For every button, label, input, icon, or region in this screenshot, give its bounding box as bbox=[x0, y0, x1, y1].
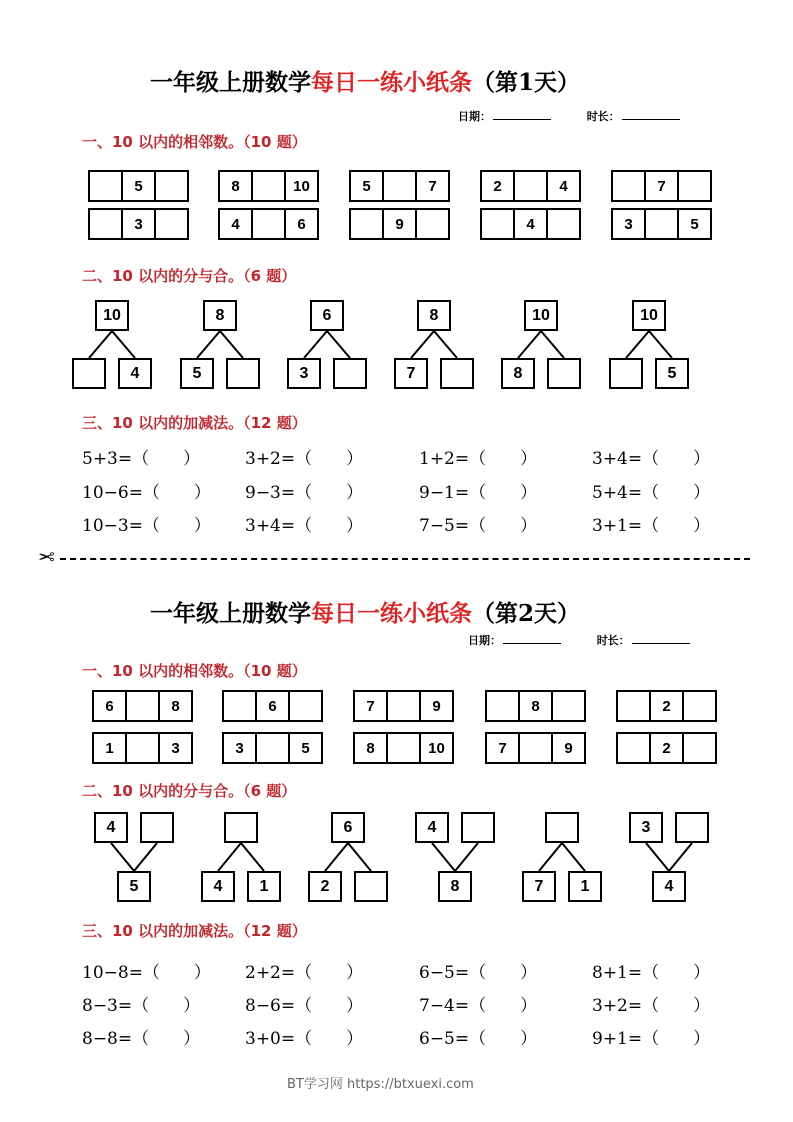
number-box: 4 bbox=[415, 812, 449, 843]
given-number-cell: 4 bbox=[559, 177, 568, 195]
number-box: 3 bbox=[629, 812, 663, 843]
equation-item[interactable]: 3+4=（ ） bbox=[592, 449, 711, 469]
given-number-cell: 4 bbox=[220, 210, 253, 238]
given-number-cell: 6 bbox=[297, 215, 306, 233]
number-box: 1 bbox=[568, 871, 602, 902]
number-box: 4 bbox=[94, 812, 128, 843]
day2-decompose-heading: 二、10 以内的分与合。（6 题） bbox=[82, 782, 297, 800]
given-number-cell: 9 bbox=[564, 739, 573, 757]
given-number-cell: 5 bbox=[351, 172, 384, 200]
day1-decompose-heading: 二、10 以内的分与合。（6 题） bbox=[82, 267, 297, 285]
given-number-cell: 2 bbox=[651, 734, 684, 762]
answer-box[interactable] bbox=[224, 812, 258, 843]
given-number-cell: 10 bbox=[293, 177, 310, 195]
given-number-cell: 7 bbox=[646, 172, 679, 200]
day2-duration-label: 时长： bbox=[596, 634, 630, 647]
number-box: 5 bbox=[117, 871, 151, 902]
given-number-cell: 2 bbox=[482, 172, 515, 200]
day1-neighbors-heading: 一、10 以内的相邻数。（10 题） bbox=[82, 133, 307, 151]
equation-item[interactable]: 3+1=（ ） bbox=[592, 516, 711, 536]
day2-title-red: 每日一练小纸条 bbox=[311, 600, 472, 627]
given-number-cell: 7 bbox=[355, 692, 388, 720]
number-box: 1 bbox=[247, 871, 281, 902]
equation-item[interactable]: 10−6=（ ） bbox=[82, 483, 211, 503]
equation-item[interactable]: 3+2=（ ） bbox=[245, 449, 364, 469]
equation-item[interactable]: 8−8=（ ） bbox=[82, 1029, 201, 1049]
day1-title-black: 一年级上册数学 bbox=[150, 69, 311, 96]
given-number-cell: 6 bbox=[94, 692, 127, 720]
number-box: 6 bbox=[331, 812, 365, 843]
number-box: 6 bbox=[310, 300, 344, 331]
equation-item[interactable]: 8−6=（ ） bbox=[245, 996, 364, 1016]
equation-item[interactable]: 9−3=（ ） bbox=[245, 483, 364, 503]
footer-watermark: BT学习网 https://btxuexi.com bbox=[287, 1077, 474, 1092]
given-number-cell: 9 bbox=[432, 697, 441, 715]
equation-item[interactable]: 9−1=（ ） bbox=[419, 483, 538, 503]
answer-box[interactable] bbox=[461, 812, 495, 843]
equation-item[interactable]: 7−4=（ ） bbox=[419, 996, 538, 1016]
answer-box[interactable] bbox=[354, 871, 388, 902]
equation-item[interactable]: 6−5=（ ） bbox=[419, 1029, 538, 1049]
day2-title-black: 一年级上册数学 bbox=[150, 600, 311, 627]
number-box: 8 bbox=[203, 300, 237, 331]
number-box: 10 bbox=[524, 300, 558, 331]
equation-item[interactable]: 3+2=（ ） bbox=[592, 996, 711, 1016]
number-box: 3 bbox=[287, 358, 321, 389]
given-number-cell: 2 bbox=[651, 692, 684, 720]
equation-item[interactable]: 7−5=（ ） bbox=[419, 516, 538, 536]
given-number-cell: 8 bbox=[171, 697, 180, 715]
equation-item[interactable]: 5+4=（ ） bbox=[592, 483, 711, 503]
number-box: 4 bbox=[201, 871, 235, 902]
given-number-cell: 8 bbox=[520, 692, 553, 720]
number-box: 10 bbox=[632, 300, 666, 331]
day1-arithmetic-heading: 三、10 以内的加减法。（12 题） bbox=[82, 414, 307, 432]
given-number-cell: 7 bbox=[428, 177, 437, 195]
equation-item[interactable]: 1+2=（ ） bbox=[419, 449, 538, 469]
given-number-cell: 7 bbox=[487, 734, 520, 762]
equation-item[interactable]: 10−8=（ ） bbox=[82, 963, 211, 983]
given-number-cell: 1 bbox=[94, 734, 127, 762]
day2-date-label: 日期： bbox=[468, 634, 501, 647]
day2-title-suffix: （第2天） bbox=[472, 600, 581, 627]
given-number-cell: 5 bbox=[301, 739, 310, 757]
number-box: 4 bbox=[118, 358, 152, 389]
equation-item[interactable]: 8−3=（ ） bbox=[82, 996, 201, 1016]
given-number-cell: 3 bbox=[224, 734, 257, 762]
number-box: 10 bbox=[95, 300, 129, 331]
number-box: 2 bbox=[308, 871, 342, 902]
number-box: 8 bbox=[417, 300, 451, 331]
given-number-cell: 10 bbox=[428, 739, 445, 757]
day1-date-label: 日期： bbox=[458, 110, 491, 123]
equation-item[interactable]: 10−3=（ ） bbox=[82, 516, 211, 536]
number-box: 8 bbox=[501, 358, 535, 389]
given-number-cell: 5 bbox=[690, 215, 699, 233]
given-number-cell: 4 bbox=[515, 210, 548, 238]
given-number-cell: 9 bbox=[384, 210, 417, 238]
given-number-cell: 3 bbox=[613, 210, 646, 238]
given-number-cell: 6 bbox=[257, 692, 290, 720]
equation-item[interactable]: 9+1=（ ） bbox=[592, 1029, 711, 1049]
number-box: 8 bbox=[438, 871, 472, 902]
day2-neighbors-heading: 一、10 以内的相邻数。（10 题） bbox=[82, 662, 307, 680]
given-number-cell: 5 bbox=[123, 172, 156, 200]
given-number-cell: 3 bbox=[171, 739, 180, 757]
equation-item[interactable]: 6−5=（ ） bbox=[419, 963, 538, 983]
answer-box[interactable] bbox=[675, 812, 709, 843]
number-box: 5 bbox=[180, 358, 214, 389]
equation-item[interactable]: 3+4=（ ） bbox=[245, 516, 364, 536]
given-number-cell: 3 bbox=[123, 210, 156, 238]
day1-title-red: 每日一练小纸条 bbox=[311, 69, 472, 96]
scissors-icon: ✂ bbox=[38, 545, 55, 569]
equation-item[interactable]: 2+2=（ ） bbox=[245, 963, 364, 983]
equation-item[interactable]: 5+3=（ ） bbox=[82, 449, 201, 469]
day1-title-suffix: （第1天） bbox=[472, 69, 581, 96]
day1-duration-label: 时长： bbox=[586, 110, 620, 123]
number-box: 5 bbox=[655, 358, 689, 389]
number-box: 7 bbox=[394, 358, 428, 389]
day2-arithmetic-heading: 三、10 以内的加减法。（12 题） bbox=[82, 922, 307, 940]
answer-box[interactable] bbox=[140, 812, 174, 843]
given-number-cell: 8 bbox=[355, 734, 388, 762]
equation-item[interactable]: 3+0=（ ） bbox=[245, 1029, 364, 1049]
given-number-cell: 8 bbox=[220, 172, 253, 200]
equation-item[interactable]: 8+1=（ ） bbox=[592, 963, 711, 983]
number-box: 4 bbox=[652, 871, 686, 902]
answer-box[interactable] bbox=[545, 812, 579, 843]
number-box: 7 bbox=[522, 871, 556, 902]
